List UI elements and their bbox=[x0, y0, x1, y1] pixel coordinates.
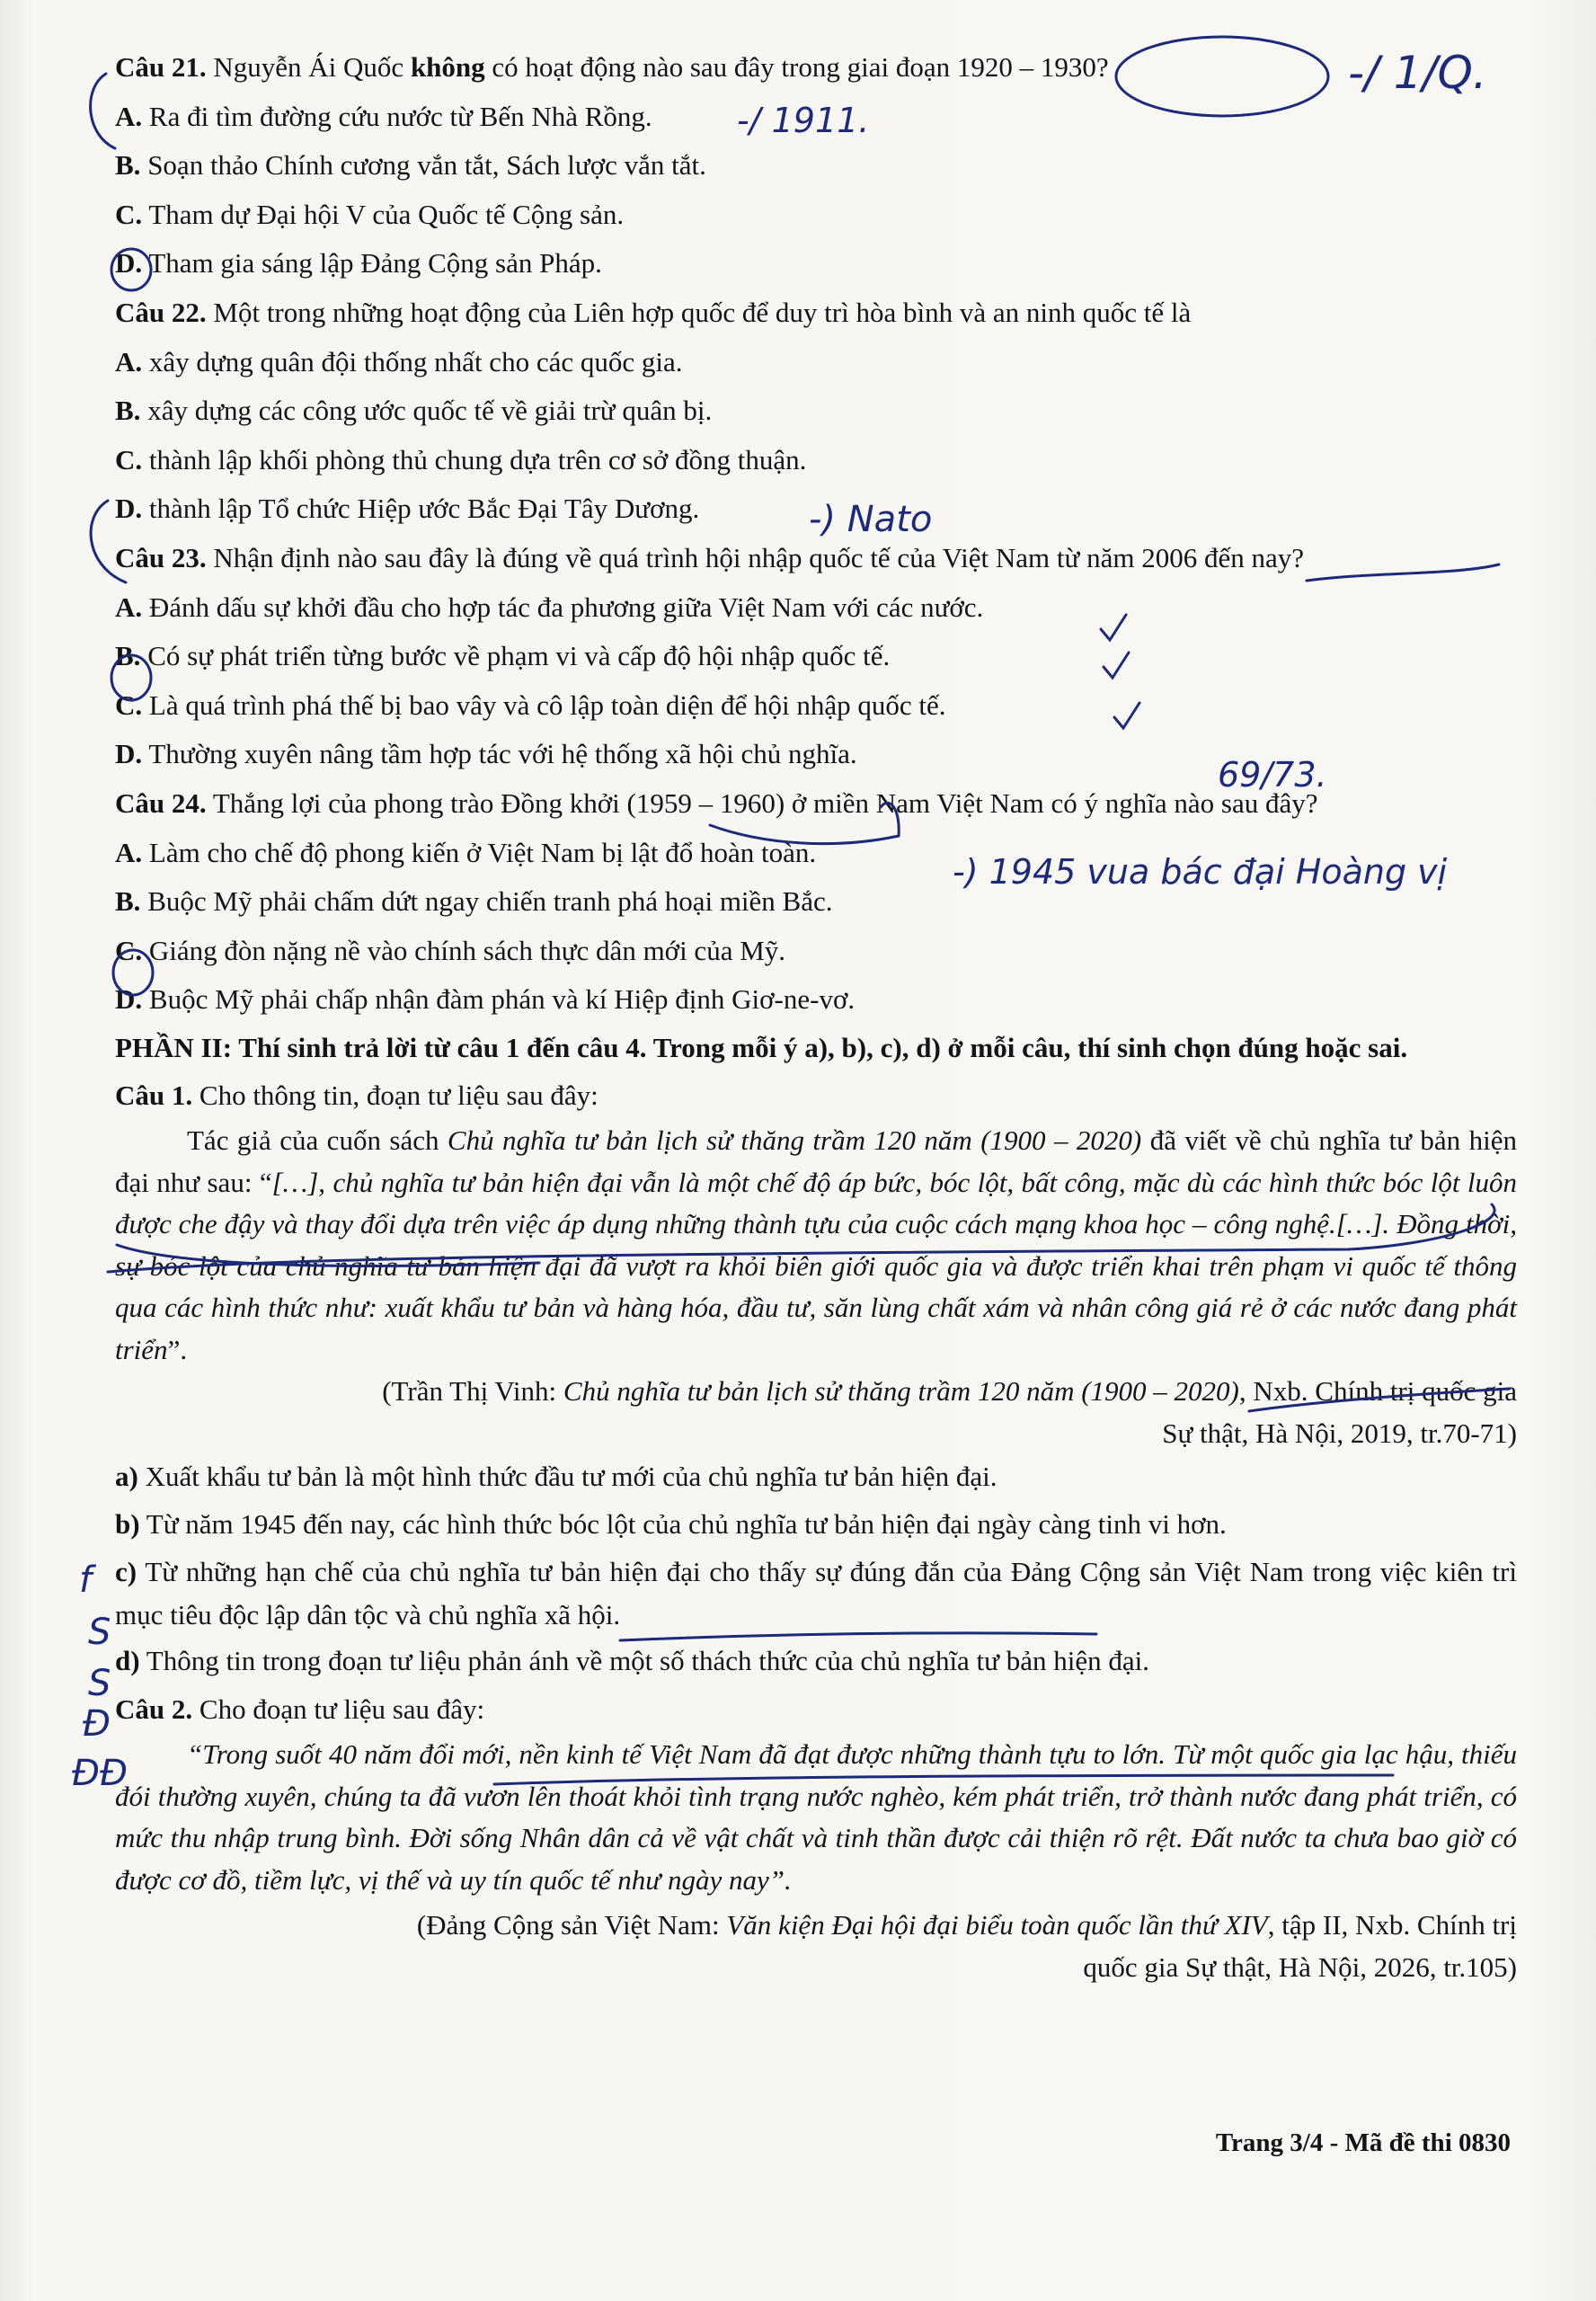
part-2-heading: PHẦN II: Thí sinh trả lời từ câu 1 đến câu 4. Trong mỗi ý a), b), c), d) ở mỗi câu, thí sinh chọn đúng hoặc sai. bbox=[115, 1031, 1408, 1063]
handwritten-note-3: -) Nato bbox=[809, 499, 933, 540]
option-letter: C. bbox=[115, 443, 143, 475]
exam-code: Mã đề thi 0830 bbox=[1344, 2128, 1511, 2157]
passage-text: ”. bbox=[167, 1333, 188, 1365]
option-22-a[interactable] bbox=[115, 338, 1517, 387]
option-text: Là quá trình phá thế bị bao vây và cô lập toàn diện để hội nhập quốc tế. bbox=[148, 689, 946, 721]
statement-1-b[interactable] bbox=[115, 1498, 1517, 1550]
question-22 bbox=[115, 289, 1517, 338]
question-text: Nhận định nào sau đây là đúng về quá trình hội nhập quốc tế của Việt Nam từ năm 2006 đến nay? bbox=[213, 541, 1304, 573]
option-text: xây dựng quân đội thống nhất cho các quốc gia. bbox=[148, 345, 683, 378]
citation-text: quốc gia Sự thật, Hà Nội, 2026, tr.105) bbox=[1083, 1950, 1517, 1983]
page-number: Trang 3/4 bbox=[1215, 2128, 1324, 2157]
question-text: Cho đoạn tư liệu sau đây: bbox=[199, 1693, 485, 1726]
option-letter: B. bbox=[115, 149, 141, 182]
option-22-c[interactable] bbox=[115, 436, 1517, 485]
handwritten-mark-d: ĐĐ bbox=[72, 1753, 128, 1794]
handwritten-note-5: -) 1945 vua bác đại Hoàng vị bbox=[953, 852, 1448, 892]
statement-letter: c) bbox=[115, 1556, 137, 1588]
statement-letter: d) bbox=[115, 1645, 140, 1677]
question-number: Câu 2. bbox=[115, 1693, 193, 1726]
option-text: Làm cho chế độ phong kiến ở Việt Nam bị lật đổ hoàn toàn. bbox=[148, 836, 817, 868]
question-text: Cho thông tin, đoạn tư liệu sau đây: bbox=[199, 1079, 598, 1111]
question-number: Câu 24. bbox=[115, 786, 207, 819]
option-letter: D. bbox=[115, 983, 143, 1016]
passage-quote: […], chủ nghĩa tư bản hiện đại vẫn là một chế độ áp bức, bóc lột, bất công, mặc dù các hình thức bóc lột luôn được che đậy và thay đổi dựa trên việc áp dụng những thành tựu của cuộc cách mạng khoa học – công nghệ.[…]. Đồng thời, sự bóc lột của chủ nghĩa tư bản hiện đại đã vượt ra khỏi biên giới quốc gia và được triển khai trên phạm vi quốc tế thông qua các hình thức như: xuất khẩu tư bản và hàng hóa, đầu tư, săn lùng chất xám và nhân công giá rẻ ở các nước đang phát triển bbox=[115, 1166, 1518, 1365]
option-text: Thường xuyên nâng tầm hợp tác với hệ thống xã hội chủ nghĩa. bbox=[148, 738, 857, 770]
question-text: Một trong những hoạt động của Liên hợp quốc để duy trì hòa bình và an ninh quốc tế là bbox=[213, 296, 1192, 328]
option-text: Có sự phát triển từng bước về phạm vi và cấp độ hội nhập quốc tế. bbox=[147, 640, 891, 672]
question-text: Nguyễn Ái Quốc bbox=[213, 51, 404, 83]
option-letter: C. bbox=[115, 689, 143, 721]
question-text: Thắng lợi của phong trào Đồng khởi (1959 – 1960) ở miền Nam Việt Nam có ý nghĩa nào sau đây? bbox=[212, 786, 1318, 819]
option-letter: D. bbox=[115, 738, 143, 770]
option-letter: D. bbox=[115, 247, 143, 280]
handwritten-mark-a: f bbox=[79, 1559, 93, 1601]
part2-question-2 bbox=[115, 1685, 1517, 1734]
citation-text: , Nxb. Chính trị quốc gia bbox=[1238, 1375, 1517, 1408]
statement-text: Xuất khẩu tư bản là một hình thức đầu tư mới của chủ nghĩa tư bản hiện đại. bbox=[145, 1461, 998, 1493]
handwritten-note-1: -/ 1/Q. bbox=[1348, 47, 1487, 99]
statement-letter: a) bbox=[115, 1461, 138, 1493]
statement-1-a[interactable] bbox=[115, 1454, 1517, 1498]
question-21 bbox=[115, 43, 1517, 93]
option-letter: A. bbox=[115, 836, 143, 868]
citation-text: , tập II, Nxb. Chính trị bbox=[1267, 1909, 1517, 1941]
passage-text: Tác giả của cuốn sách bbox=[187, 1124, 448, 1157]
option-letter: A. bbox=[115, 100, 143, 132]
source-citation-2 bbox=[115, 1905, 1517, 1988]
citation-text: (Đảng Cộng sản Việt Nam: bbox=[416, 1909, 727, 1941]
option-text: thành lập Tổ chức Hiệp ước Bắc Đại Tây Dương. bbox=[148, 493, 700, 525]
question-number: Câu 21. bbox=[115, 51, 207, 83]
option-text: Đánh dấu sự khởi đầu cho hợp tác đa phương giữa Việt Nam với các nước. bbox=[148, 591, 984, 623]
option-text: Soạn thảo Chính cương vắn tắt, Sách lược vắn tắt. bbox=[147, 149, 706, 182]
handwritten-mark-c: S bbox=[88, 1663, 111, 1704]
option-24-d[interactable] bbox=[115, 975, 1517, 1025]
handwritten-note-4: 69/73. bbox=[1218, 755, 1327, 795]
option-text: xây dựng các công ước quốc tế về giải trừ quân bị. bbox=[147, 395, 713, 427]
question-number: Câu 1. bbox=[115, 1079, 193, 1111]
option-21-c[interactable] bbox=[115, 191, 1517, 240]
handwritten-mark-b: S bbox=[88, 1612, 111, 1653]
page-content bbox=[115, 43, 1517, 1988]
option-letter: A. bbox=[115, 345, 143, 378]
option-text: thành lập khối phòng thủ chung dựa trên cơ sở đồng thuận. bbox=[148, 443, 807, 475]
option-letter: A. bbox=[115, 591, 143, 623]
question-number: Câu 22. bbox=[115, 296, 207, 328]
statement-text: Từ những hạn chế của chủ nghĩa tư bản hiện đại cho thấy sự đúng đắn của Đảng Cộng sản Việt Nam trong việc kiên trì mục tiêu độc lập dân tộc và chủ nghĩa xã hội. bbox=[115, 1556, 1517, 1631]
statement-text: Từ năm 1945 đến nay, các hình thức bóc lột của chủ nghĩa tư bản hiện đại ngày càng tinh vi hơn. bbox=[146, 1508, 1227, 1541]
handwritten-note-2: -/ 1911. bbox=[737, 101, 870, 140]
book-title: Chủ nghĩa tư bản lịch sử thăng trầm 120 năm (1900 – 2020) bbox=[447, 1124, 1142, 1157]
option-letter: B. bbox=[115, 395, 141, 427]
option-23-a[interactable] bbox=[115, 583, 1517, 633]
option-24-c[interactable] bbox=[115, 927, 1517, 976]
option-letter: B. bbox=[115, 640, 141, 672]
circle-mark-option-21a bbox=[91, 74, 115, 148]
option-23-b[interactable] bbox=[115, 632, 1517, 681]
footer-separator: - bbox=[1323, 2128, 1345, 2157]
option-text: Giáng đòn nặng nề vào chính sách thực dân mới của Mỹ. bbox=[148, 934, 786, 966]
page-footer bbox=[1216, 2128, 1511, 2158]
citation-text: Sự thật, Hà Nội, 2019, tr.70-71) bbox=[1162, 1417, 1517, 1449]
option-letter: D. bbox=[115, 493, 143, 525]
statement-text: Thông tin trong đoạn tư liệu phản ánh về một số thách thức của chủ nghĩa tư bản hiện đại. bbox=[146, 1645, 1149, 1677]
source-citation-1 bbox=[115, 1371, 1517, 1454]
handwritten-mark-c2: Đ bbox=[83, 1703, 111, 1745]
part2-question-1 bbox=[115, 1071, 1517, 1121]
option-23-c[interactable] bbox=[115, 681, 1517, 731]
option-22-b[interactable] bbox=[115, 386, 1517, 436]
option-21-b[interactable] bbox=[115, 141, 1517, 191]
question-number: Câu 23. bbox=[115, 541, 207, 573]
citation-title: Văn kiện Đại hội đại biểu toàn quốc lần thứ XIV bbox=[726, 1909, 1268, 1941]
option-text: Buộc Mỹ phải chấm dứt ngay chiến tranh phá hoại miền Bắc. bbox=[147, 885, 833, 918]
option-text: Buộc Mỹ phải chấp nhận đàm phán và kí Hiệp định Giơ-ne-vơ. bbox=[148, 983, 856, 1016]
citation-text: (Trần Thị Vinh: bbox=[382, 1375, 563, 1408]
source-passage-1 bbox=[115, 1120, 1517, 1371]
question-keyword: không bbox=[410, 51, 485, 83]
option-text: Tham gia sáng lập Đảng Cộng sản Pháp. bbox=[148, 247, 602, 280]
question-23 bbox=[115, 534, 1517, 583]
option-21-d[interactable] bbox=[115, 239, 1517, 289]
option-text: Tham dự Đại hội V của Quốc tế Cộng sản. bbox=[148, 198, 625, 230]
source-passage-2: “Trong suốt 40 năm đổi mới, nền kinh tế Việt Nam đã đạt được những thành tựu to lớn. Từ một quốc gia lạc hậu, thiếu đói thường xuyên, chúng ta đã vươn lên thoát khỏi tình trạng nước nghèo, kém phát triển, trở thành nước đang phát triển, có mức thu nhập trung bình. Đời sống Nhân dân cả về vật chất và tinh thần được cải thiện rõ rệt. Đất nước ta chưa bao giờ có được cơ đồ, tiềm lực, vị thế và uy tín quốc tế như ngày nay”. bbox=[115, 1738, 1517, 1896]
statement-1-c[interactable] bbox=[115, 1550, 1517, 1637]
option-letter: B. bbox=[115, 885, 141, 918]
passage-text: đã viết về chủ nghĩa tư bản hiện đại như sau: “ bbox=[115, 1124, 1517, 1198]
option-text: Ra đi tìm đường cứu nước từ Bến Nhà Rồng. bbox=[148, 100, 652, 132]
option-letter: C. bbox=[115, 934, 143, 966]
question-text: có hoạt động nào sau đây trong giai đoạn 1920 – 1930? bbox=[492, 51, 1109, 83]
option-letter: C. bbox=[115, 198, 143, 230]
citation-title: Chủ nghĩa tư bản lịch sử thăng trầm 120 năm (1900 – 2020) bbox=[563, 1375, 1239, 1408]
statement-letter: b) bbox=[115, 1508, 140, 1541]
statement-1-d[interactable] bbox=[115, 1637, 1517, 1685]
